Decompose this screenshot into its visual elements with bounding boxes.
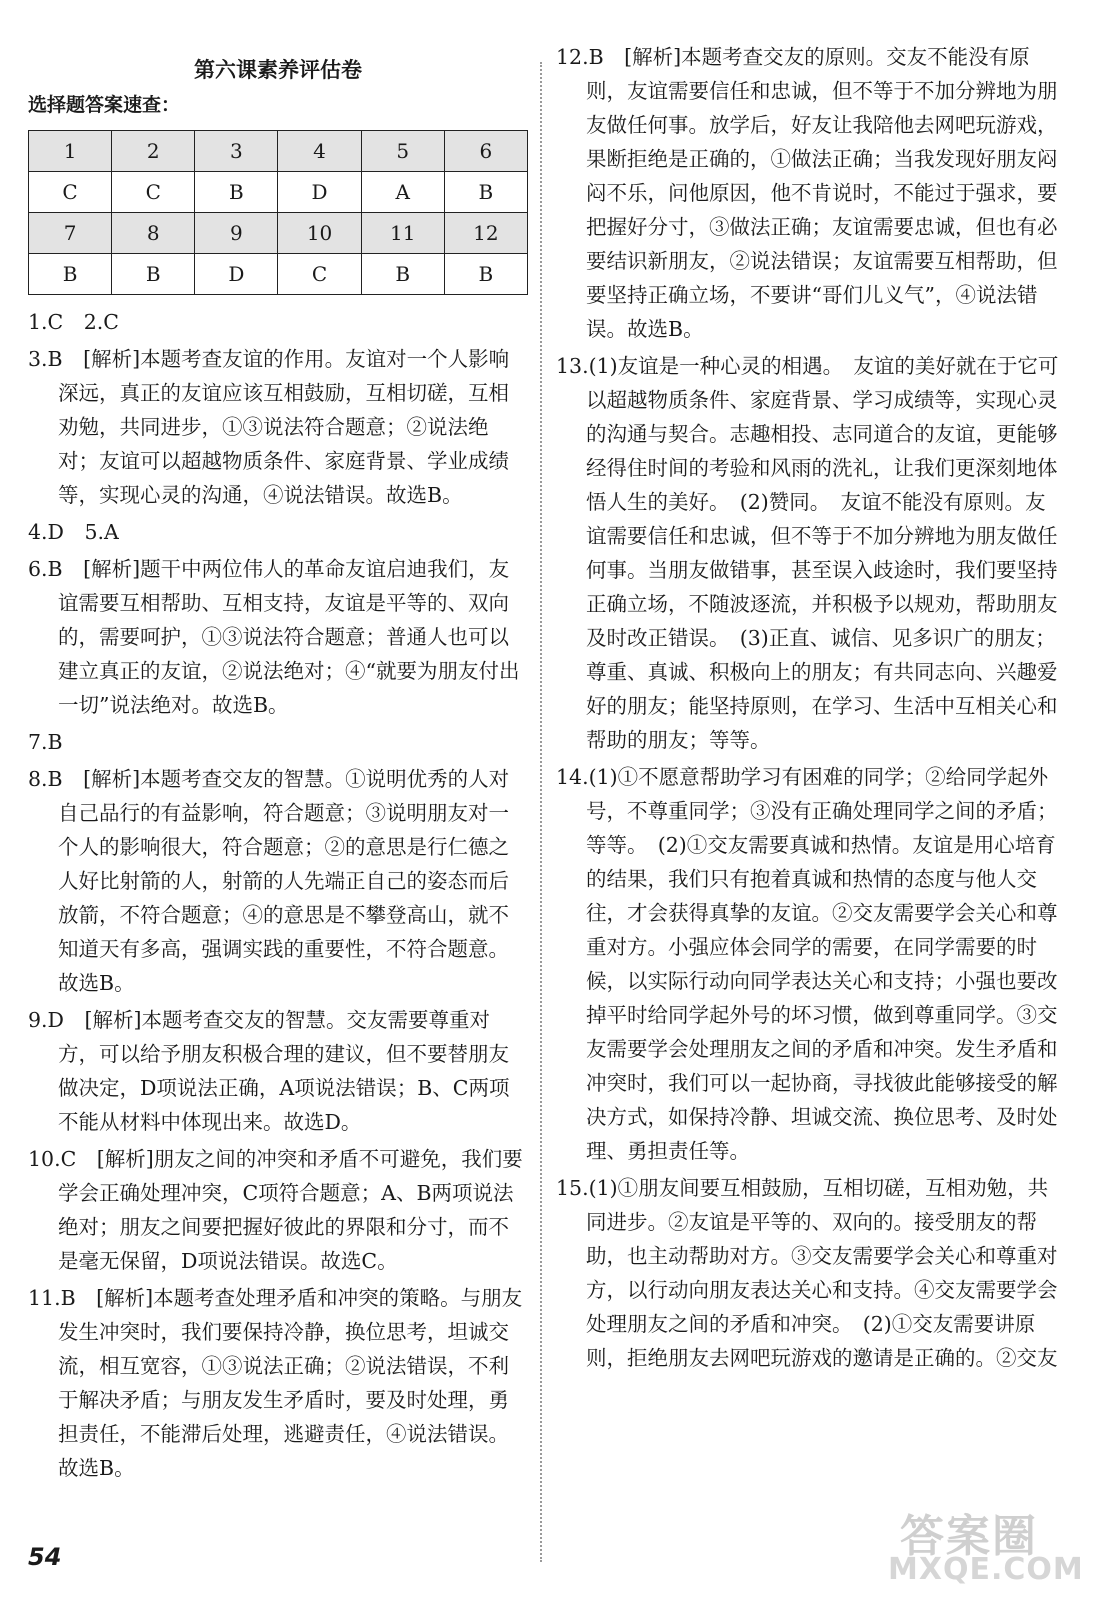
page-title: 第六课素养评估卷: [194, 57, 362, 82]
table-cell: 10: [278, 213, 361, 254]
table-cell: C: [278, 254, 361, 295]
answer-item: 4.D 5.A: [28, 520, 119, 544]
answer-item: 12.B [解析]本题考查交友的原则。交友不能没有原则，友谊需要信任和忠诚，但不等于不加分辨地为朋友做任何事。放学后，好友让我陪他去网吧玩游戏，果断拒绝是正确的，①做法正确；当我发现好朋友闷闷不乐，问他原因，他不肯说时，不能过于强求，要把握好分寸，③做法正确；友谊需要忠诚，但也有必要结识新朋友，②说法错误；友谊需要互相帮助，但要坚持正确立场，不要讲“哥们儿义气”，④说法错误。故选B。: [556, 45, 1058, 341]
answer-item: 11.B [解析]本题考查处理矛盾和冲突的策略。与朋友发生冲突时，我们要保持冷静，换位思考，坦诚交流，相互宽容，①③说法正确；②说法错误，不利于解决矛盾；与朋友发生矛盾时，要及时处理，勇担责任，不能滞后处理，逃避责任，④说法错误。故选B。: [28, 1286, 523, 1480]
answer-item: 1.C 2.C: [28, 310, 119, 334]
answer-item: 15.(1)①朋友间要互相鼓励，互相切磋，互相劝勉，共同进步。②友谊是平等的、双向的。接受朋友的帮助，也主动帮助对方。③交友需要学会关心和尊重对方，以行动向朋友表达关心和支持。④交友需要学会处理朋友之间的矛盾和冲突。 (2)①交友需要讲原则，拒绝朋友去网吧玩游戏的邀请是正确的。②交友: [556, 1176, 1058, 1370]
answer-item: 6.B [解析]题干中两位伟人的革命友谊启迪我们，友谊需要互相帮助、互相支持，友谊是平等的、双向的，需要呵护，①③说法符合题意；普通人也可以建立真正的友谊，②说法绝对；④“就要为朋友付出一切”说法绝对。故选B。: [28, 557, 520, 717]
table-cell: 1: [29, 131, 112, 172]
table-cell: 9: [195, 213, 278, 254]
table-cell: C: [112, 172, 195, 213]
table-cell: B: [195, 172, 278, 213]
watermark: [880, 1500, 1085, 1592]
table-row: [29, 172, 528, 213]
right-column: [556, 40, 1066, 1378]
table-row: [29, 254, 528, 295]
table-cell: 5: [361, 131, 444, 172]
table-cell: 7: [29, 213, 112, 254]
answer-key-heading: 选择题答案速查：: [28, 94, 181, 116]
table-cell: B: [361, 254, 444, 295]
table-cell: 4: [278, 131, 361, 172]
table-cell: 2: [112, 131, 195, 172]
table-cell: 11: [361, 213, 444, 254]
table-cell: C: [29, 172, 112, 213]
answer-item: 10.C [解析]朋友之间的冲突和矛盾不可避免，我们要学会正确处理冲突，C项符合题意；A、B两项说法绝对；朋友之间要把握好彼此的界限和分寸，而不是毫无保留，D项说法错误。故选C。: [28, 1147, 523, 1273]
table-cell: D: [195, 254, 278, 295]
table-cell: 8: [112, 213, 195, 254]
table-row: [29, 213, 528, 254]
table-cell: B: [444, 254, 527, 295]
watermark-url: MXQE.COM: [888, 1552, 1084, 1587]
table-cell: B: [29, 254, 112, 295]
table-row: [29, 131, 528, 172]
table-cell: B: [112, 254, 195, 295]
answer-item: 13.(1)友谊是一种心灵的相遇。 友谊的美好就在于它可以超越物质条件、家庭背景、学习成绩等，实现心灵的沟通与契合。志趣相投、志同道合的友谊，更能够经得住时间的考验和风雨的洗礼，让我们更深刻地体悟人生的美好。 (2)赞同。 友谊不能没有原则。友谊需要信任和忠诚，但不等于不加分辨地为朋友做任何事。当朋友做错事，甚至误入歧途时，我们要坚持正确立场，不随波逐流，并积极予以规劝，帮助朋友及时改正错误。 (3)正直、诚信、见多识广的朋友；尊重、真诚、积极向上的朋友；有共同志向、兴趣爱好的朋友；能坚持原则，在学习、生活中互相关心和帮助的朋友；等等。: [556, 354, 1059, 752]
answer-key-table: [28, 130, 528, 295]
table-cell: 12: [444, 213, 527, 254]
page-number: 54: [28, 1543, 62, 1571]
table-cell: A: [361, 172, 444, 213]
table-cell: 6: [444, 131, 527, 172]
watermark-logo: 答案圈: [900, 1511, 1038, 1562]
table-cell: 3: [195, 131, 278, 172]
answer-item: 9.D [解析]本题考查交友的智慧。交友需要尊重对方，可以给予朋友积极合理的建议，但不要替朋友做决定，D项说法正确，A项说法错误；B、C两项不能从材料中体现出来。故选D。: [28, 1008, 510, 1134]
answer-item: 8.B [解析]本题考查交友的智慧。①说明优秀的人对自己品行的有益影响，符合题意；③说明朋友对一个人的影响很大，符合题意；②的意思是行仁德之人好比射箭的人，射箭的人先端正自己的姿态而后放箭，不符合题意；④的意思是不攀登高山，就不知道天有多高，强调实践的重要性，不符合题意。故选B。: [28, 767, 510, 995]
answer-item: 3.B [解析]本题考查友谊的作用。友谊对一个人影响深远，真正的友谊应该互相鼓励，互相切磋，互相劝勉，共同进步，①③说法符合题意；②说法绝对；友谊可以超越物质条件、家庭背景、学业成绩等，实现心灵的沟通，④说法错误。故选B。: [28, 347, 510, 507]
table-cell: D: [278, 172, 361, 213]
table-cell: B: [444, 172, 527, 213]
column-divider: [540, 62, 542, 1562]
answer-item: 14.(1)①不愿意帮助学习有困难的同学；②给同学起外号，不尊重同学；③没有正确处理同学之间的矛盾；等等。 (2)①交友需要真诚和热情。友谊是用心培育的结果，我们只有抱着真诚和热情的态度与他人交往，才会获得真挚的友谊。②交友需要学会关心和尊重对方。小强应体会同学的需要，在同学需要的时候，以实际行动向同学表达关心和支持；小强也要改掉平时给同学起外号的坏习惯，做到尊重同学。③交友需要学会处理朋友之间的矛盾和冲突。发生矛盾和冲突时，我们可以一起协商，寻找彼此能够接受的解决方式，如保持冷静、坦诚交流、换位思考、及时处理、勇担责任等。: [556, 765, 1058, 1163]
answer-item: 7.B: [28, 730, 63, 754]
left-column: [28, 40, 528, 1488]
